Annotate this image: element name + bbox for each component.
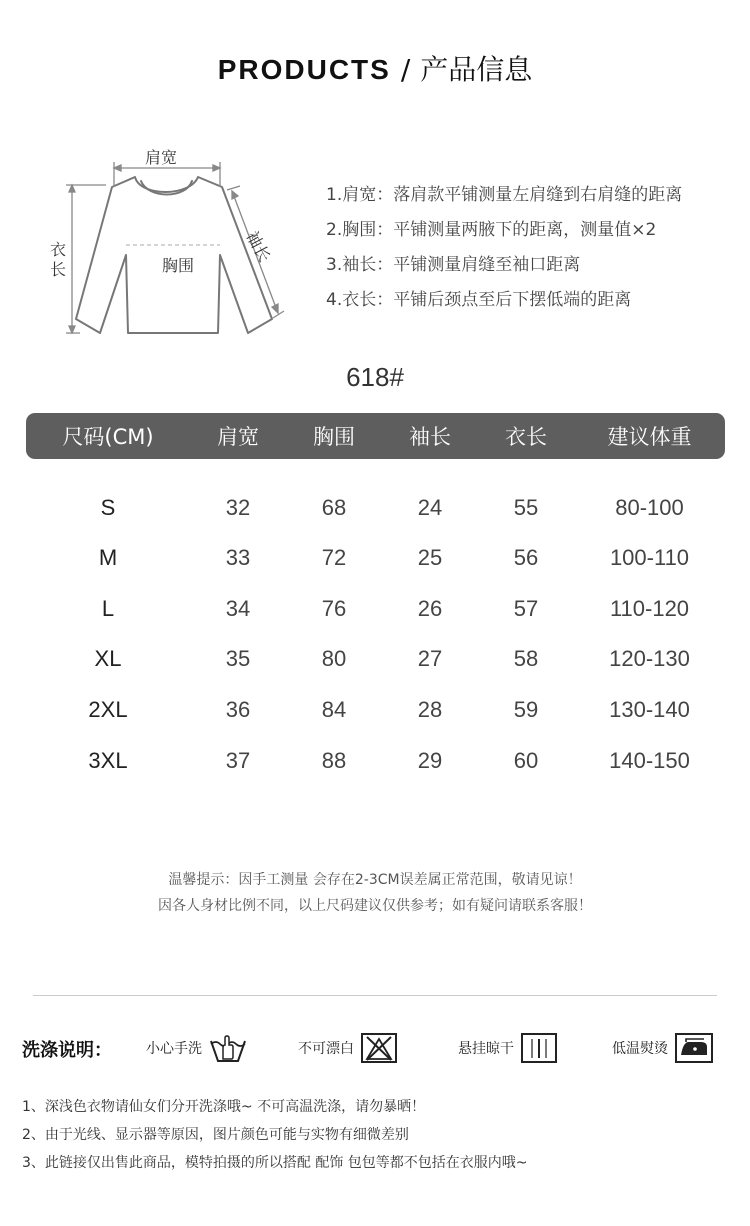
header-sleeve: 袖长 (409, 425, 451, 449)
page-title-en: PRODUCTS (217, 54, 391, 85)
wash-title: 洗涤说明： (22, 1040, 112, 1061)
length-cell: 59 (513, 697, 539, 723)
header-chest: 胸围 (313, 425, 355, 449)
measurement-notes (326, 178, 682, 318)
shoulder-cell: 33 (225, 545, 251, 571)
wash-item-hang-dry (458, 1030, 558, 1066)
size-table-header-row (26, 413, 725, 459)
wash-item-label: 不可漂白 (298, 1041, 354, 1057)
shirt-outline (76, 177, 275, 333)
size-table (26, 413, 725, 786)
size-cell: M (98, 545, 118, 571)
weight-cell: 80-100 (615, 495, 684, 520)
sleeve-cell: 25 (417, 545, 443, 571)
length-cell: 60 (513, 747, 539, 773)
chest-cell: 80 (321, 646, 347, 672)
header-weight: 建议体重 (607, 425, 692, 449)
weight-cell: 110-120 (609, 595, 690, 621)
shoulder-cell: 34 (225, 595, 251, 621)
weight-cell: 140-150 (609, 747, 690, 773)
chest-cell: 76 (321, 595, 347, 621)
measurement-note: 3.袖长：平铺测量肩缝至袖口距离 (326, 255, 581, 275)
wash-item-label: 低温熨烫 (612, 1041, 668, 1057)
chest-cell: 84 (321, 697, 347, 723)
measurement-note: 1.肩宽：落肩款平铺测量左肩缝到右肩缝的距离 (326, 185, 683, 205)
note-line: 2、由于光线、显示器等原因，图片颜色可能与实物有细微差别 (22, 1127, 409, 1143)
length-cell: 58 (513, 646, 539, 672)
table-row (26, 533, 725, 584)
sleeve-cell: 29 (417, 747, 443, 773)
header-size: 尺码(CM) (62, 425, 154, 449)
weight-cell: 100-110 (609, 545, 690, 571)
table-row (26, 634, 725, 685)
size-cell: 3XL (88, 747, 128, 773)
wash-item-label: 小心手洗 (146, 1041, 202, 1057)
note-line: 3、此链接仅出售此商品，模特拍摄的所以搭配 配饰 包包等都不包括在衣服内哦~ (22, 1155, 528, 1171)
tip-line: 温馨提示：因手工测量 会存在2-3CM误差属正常范围，敬请见谅！ (168, 872, 582, 888)
header-length: 衣长 (505, 425, 547, 449)
page-title-separator: / (400, 53, 411, 86)
length-cell: 57 (513, 595, 539, 621)
hang-dry-icon (520, 1032, 558, 1064)
sleeve-length-label: 袖长 (242, 227, 275, 266)
length-label-top: 衣 (50, 240, 67, 259)
sleeve-cell: 26 (417, 595, 443, 621)
length-cell: 56 (513, 545, 539, 571)
measurement-note: 2.胸围：平铺测量两腋下的距离，测量值×2 (326, 220, 657, 240)
wash-instructions (22, 1030, 728, 1066)
hand-wash-icon (208, 1032, 248, 1064)
shoulder-width-label: 肩宽 (145, 148, 178, 167)
shoulder-cell: 36 (225, 697, 251, 723)
size-cell: S (100, 495, 116, 520)
wash-item-low-iron (612, 1030, 714, 1066)
chest-cell: 72 (321, 545, 347, 571)
chest-cell: 68 (321, 495, 347, 520)
divider (33, 995, 717, 996)
note-line: 1、深浅色衣物请仙女们分开洗涤哦~ 不可高温洗涤，请勿暴晒！ (22, 1099, 426, 1115)
tip-line: 因各人身材比例不同，以上尺码建议仅供参考；如有疑问请联系客服！ (158, 898, 592, 914)
body-length-arrow (66, 185, 106, 333)
shoulder-cell: 32 (225, 495, 251, 520)
sleeve-cell: 24 (417, 495, 443, 520)
warm-tips (0, 867, 750, 919)
page-title (0, 48, 750, 88)
low-iron-icon (674, 1032, 714, 1064)
size-cell: 2XL (88, 697, 128, 723)
shoulder-cell: 35 (225, 646, 251, 672)
wash-item-label: 悬挂晾干 (458, 1041, 514, 1057)
table-row (26, 685, 725, 736)
wash-item-hand-wash (146, 1030, 248, 1066)
model-number: 618# (346, 362, 404, 392)
table-row (26, 584, 725, 635)
size-cell: XL (94, 646, 122, 672)
weight-cell: 130-140 (609, 697, 690, 723)
measurement-note: 4.衣长：平铺后颈点至后下摆低端的距离 (326, 290, 632, 310)
weight-cell: 120-130 (609, 646, 690, 672)
wash-item-no-bleach (298, 1030, 398, 1066)
chest-cell: 88 (321, 747, 347, 773)
sleeve-cell: 27 (417, 646, 443, 672)
length-cell: 55 (513, 495, 539, 520)
table-row (26, 735, 725, 786)
table-row (26, 459, 725, 533)
garment-measurement-diagram (40, 135, 300, 355)
purchase-notes (22, 1093, 528, 1177)
chest-label: 胸围 (162, 256, 195, 275)
length-label-bottom: 长 (50, 260, 67, 279)
no-bleach-icon (360, 1032, 398, 1064)
sleeve-cell: 28 (417, 697, 443, 723)
shoulder-cell: 37 (225, 747, 251, 773)
page-title-zh: 产品信息 (420, 53, 533, 86)
size-cell: L (101, 595, 115, 621)
header-shoulder: 肩宽 (217, 425, 259, 449)
